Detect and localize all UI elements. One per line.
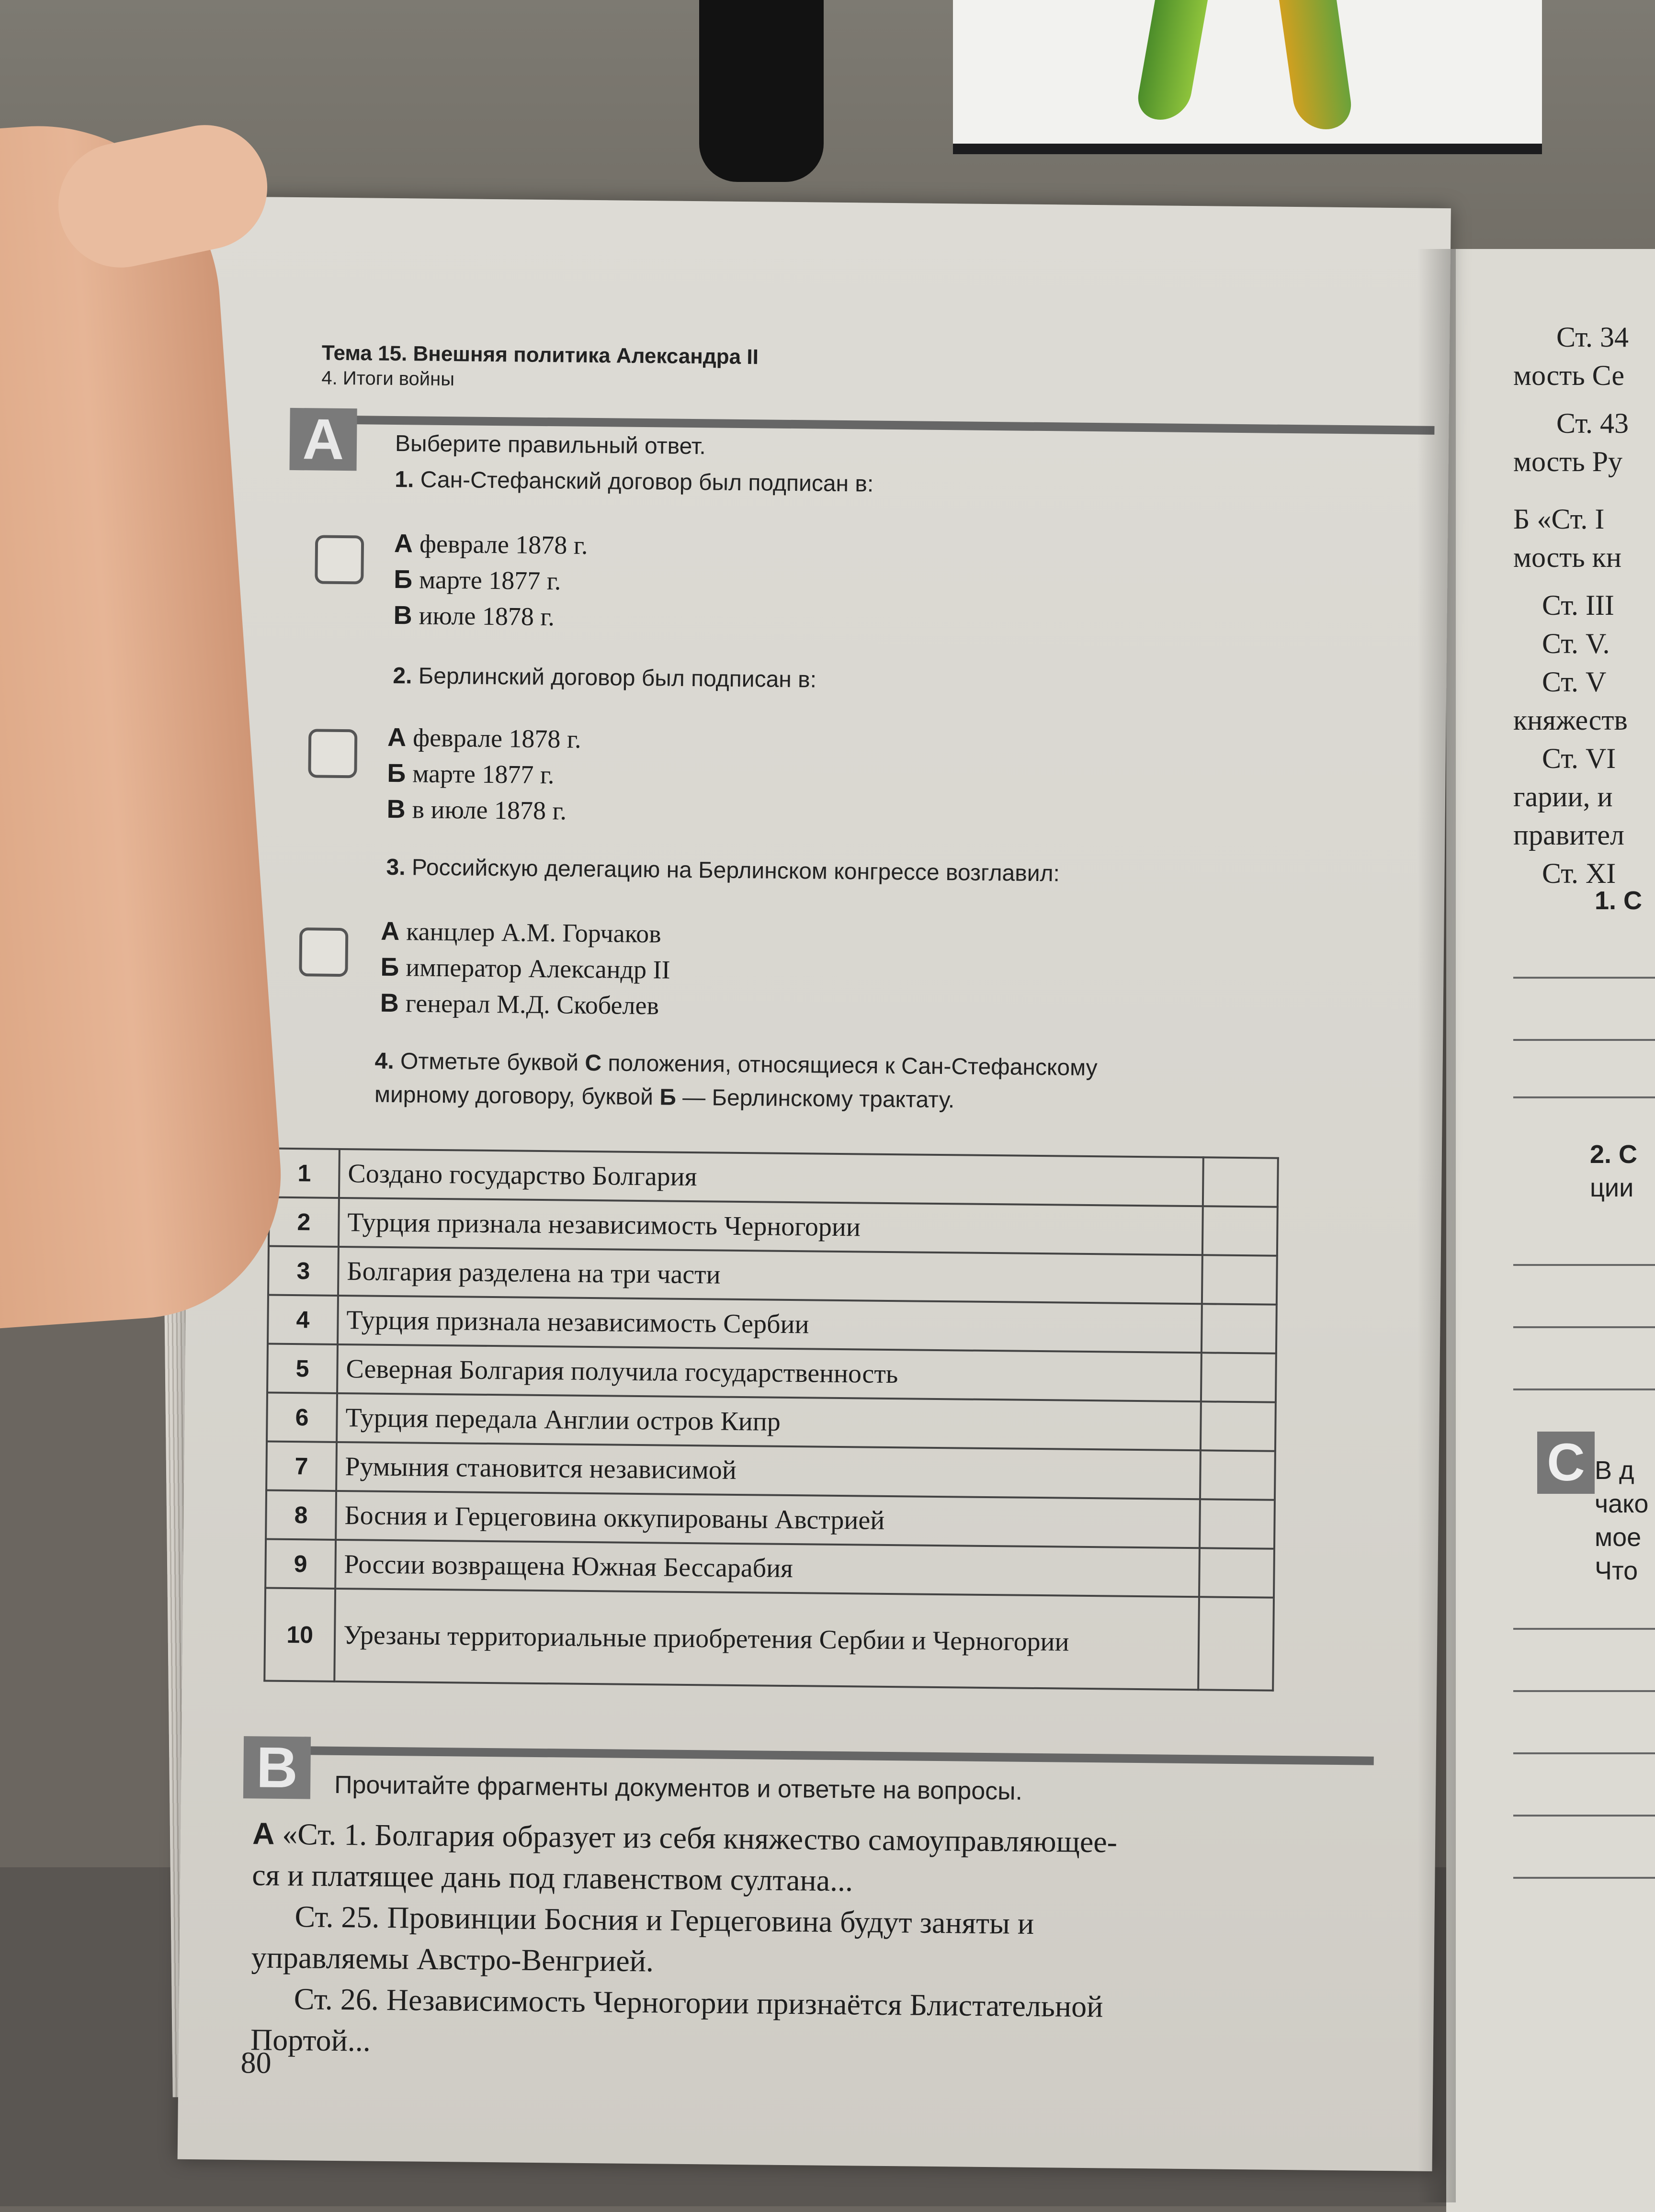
q1-option-c: В июле 1878 г. xyxy=(393,600,555,632)
answer-cell[interactable] xyxy=(1203,1157,1278,1207)
answer-line xyxy=(1513,1388,1655,1390)
right-line: Б «Ст. І xyxy=(1513,503,1605,535)
row-number: 9 xyxy=(265,1539,336,1589)
answer-cell[interactable] xyxy=(1200,1499,1275,1548)
question-4-cont: мирному договору, буквой Б — Берлинскому трактату. xyxy=(374,1082,955,1113)
row-number: 4 xyxy=(268,1295,338,1344)
section-b-divider xyxy=(258,1746,1374,1765)
doc-line: управляемы Австро-Венгрией. xyxy=(251,1940,654,1978)
document-fragment xyxy=(250,1813,1369,2071)
right-question-2-cont: ции xyxy=(1590,1174,1634,1202)
answer-line xyxy=(1513,1326,1655,1328)
answer-line xyxy=(1513,1752,1655,1754)
row-number: 2 xyxy=(269,1197,339,1247)
table-row xyxy=(268,1246,1277,1305)
doc-line: Ст. 25. Провинции Босния и Герцеговина будут заняты и xyxy=(295,1899,1034,1941)
right-line: Ст. XI xyxy=(1542,858,1616,889)
section-a-badge: A xyxy=(290,408,357,471)
right-page xyxy=(1446,249,1655,2212)
q2-option-c: В в июле 1878 г. xyxy=(386,794,567,825)
answer-line xyxy=(1513,1096,1655,1098)
doc-line: ся и платящее дань под главенством султана... xyxy=(252,1858,853,1898)
table-row xyxy=(265,1539,1274,1598)
q3-option-b: Б император Александр II xyxy=(380,952,670,984)
answer-cell[interactable] xyxy=(1201,1401,1276,1451)
question-3: 3. Российскую делегацию на Берлинском конгрессе возглавил: xyxy=(386,854,1060,887)
section-c-line: В д xyxy=(1595,1456,1634,1485)
q1-option-b: Б марте 1877 г. xyxy=(394,564,561,596)
doc-line: Ст. 26. Независимость Черногории признаётся Блистательной xyxy=(294,1982,1103,2024)
answer-line xyxy=(1513,1264,1655,1266)
answer-cell[interactable] xyxy=(1202,1206,1278,1255)
answer-box-3[interactable] xyxy=(299,927,348,977)
q2-option-a: А феврале 1878 г. xyxy=(387,722,581,754)
answer-line xyxy=(1513,1877,1655,1879)
right-line: княжеств xyxy=(1513,704,1628,736)
answer-cell[interactable] xyxy=(1199,1548,1274,1597)
workbook-page xyxy=(178,196,1451,2171)
answer-cell[interactable] xyxy=(1198,1597,1274,1690)
q3-option-c: В генерал М.Д. Скобелев xyxy=(380,988,659,1020)
table-row xyxy=(269,1197,1278,1256)
section-c-line: Что xyxy=(1595,1557,1638,1585)
right-line: мость Ру xyxy=(1513,446,1623,477)
person-background xyxy=(699,0,824,182)
row-number: 8 xyxy=(266,1490,336,1540)
row-text: Северная Болгария получила государственность xyxy=(337,1344,1202,1401)
right-line: мость Се xyxy=(1513,360,1625,391)
row-number: 5 xyxy=(267,1344,338,1393)
question-4: 4. Отметьте буквой С положения, относящиеся к Сан-Стефанскому xyxy=(374,1048,1098,1081)
table-row xyxy=(268,1295,1277,1354)
right-line: Ст. VI xyxy=(1542,743,1616,774)
right-line: гарии, и xyxy=(1513,781,1613,813)
answer-cell[interactable] xyxy=(1200,1450,1275,1500)
table-row xyxy=(266,1442,1275,1500)
doc-line: Портой... xyxy=(250,2022,371,2058)
answer-line xyxy=(1513,1690,1655,1692)
q2-option-b: Б марте 1877 г. xyxy=(387,758,555,790)
section-c-line: мое xyxy=(1595,1523,1642,1552)
row-text: Турция передала Англии остров Кипр xyxy=(337,1393,1201,1450)
answer-line xyxy=(1513,977,1655,979)
section-c-line: чако xyxy=(1595,1490,1649,1518)
answer-line xyxy=(1513,1628,1655,1630)
row-number: 6 xyxy=(267,1393,337,1442)
right-question-2: 2. С xyxy=(1590,1140,1638,1169)
answer-line xyxy=(1513,1815,1655,1817)
q1-option-a: А феврале 1878 г. xyxy=(394,529,588,560)
projector-screen xyxy=(953,0,1542,154)
row-text: Турция признала независимость Черногории xyxy=(339,1198,1203,1255)
table-row xyxy=(267,1393,1276,1451)
table-row xyxy=(267,1344,1276,1402)
right-line: Ст. V xyxy=(1542,666,1607,698)
row-text: Создано государство Болгария xyxy=(339,1149,1203,1206)
row-text: Босния и Герцеговина оккупированы Австрией xyxy=(336,1491,1200,1548)
answer-cell[interactable] xyxy=(1201,1353,1276,1402)
answer-cell[interactable] xyxy=(1202,1304,1277,1353)
question-1: 1. Сан-Стефанский договор был подписан в: xyxy=(395,467,874,497)
book-spine-shadow xyxy=(1417,249,1456,2202)
row-number: 7 xyxy=(266,1442,337,1491)
treaty-table xyxy=(263,1148,1279,1692)
answer-box-1[interactable] xyxy=(315,535,364,584)
page-topic-subtitle: 4. Итоги войны xyxy=(321,367,455,390)
answer-box-2[interactable] xyxy=(308,729,357,778)
row-text: Урезаны территориальные приобретения Сербии и Черногории xyxy=(334,1589,1199,1690)
doc-line: А «Ст. 1. Болгария образует из себя княжество самоуправляющее- xyxy=(252,1816,1118,1859)
row-text: Турция признала независимость Сербии xyxy=(338,1296,1202,1353)
answer-cell[interactable] xyxy=(1202,1255,1277,1304)
right-line: Ст. III xyxy=(1542,589,1614,621)
section-a-instruction: Выберите правильный ответ. xyxy=(395,431,706,460)
section-b-instruction: Прочитайте фрагменты документов и ответьте на вопросы. xyxy=(334,1771,1023,1806)
right-line: Ст. V. xyxy=(1542,628,1610,659)
table-row xyxy=(266,1490,1275,1549)
right-question-1: 1. С xyxy=(1595,886,1643,915)
row-text: России возвращена Южная Бессарабия xyxy=(335,1540,1200,1597)
table-row xyxy=(264,1588,1274,1691)
row-text: Болгария разделена на три части xyxy=(338,1247,1202,1304)
row-text: Румыния становится независимой xyxy=(336,1442,1201,1499)
table-row xyxy=(269,1149,1278,1207)
row-number: 1 xyxy=(269,1149,340,1198)
row-number: 3 xyxy=(268,1246,339,1296)
row-number: 10 xyxy=(264,1588,335,1682)
right-line: Ст. 43 xyxy=(1556,407,1629,439)
right-line: правител xyxy=(1513,819,1624,851)
page-number: 80 xyxy=(240,2045,272,2080)
section-b-badge: B xyxy=(243,1736,311,1799)
right-line: Ст. 34 xyxy=(1556,321,1629,353)
section-c-badge: C xyxy=(1537,1432,1595,1494)
question-2: 2. Берлинский договор был подписан в: xyxy=(393,663,817,693)
q3-option-a: А канцлер А.М. Горчаков xyxy=(380,916,661,948)
right-line: мость кн xyxy=(1513,542,1621,573)
page-topic-title: Тема 15. Внешняя политика Александра II xyxy=(321,341,759,369)
answer-line xyxy=(1513,1039,1655,1041)
